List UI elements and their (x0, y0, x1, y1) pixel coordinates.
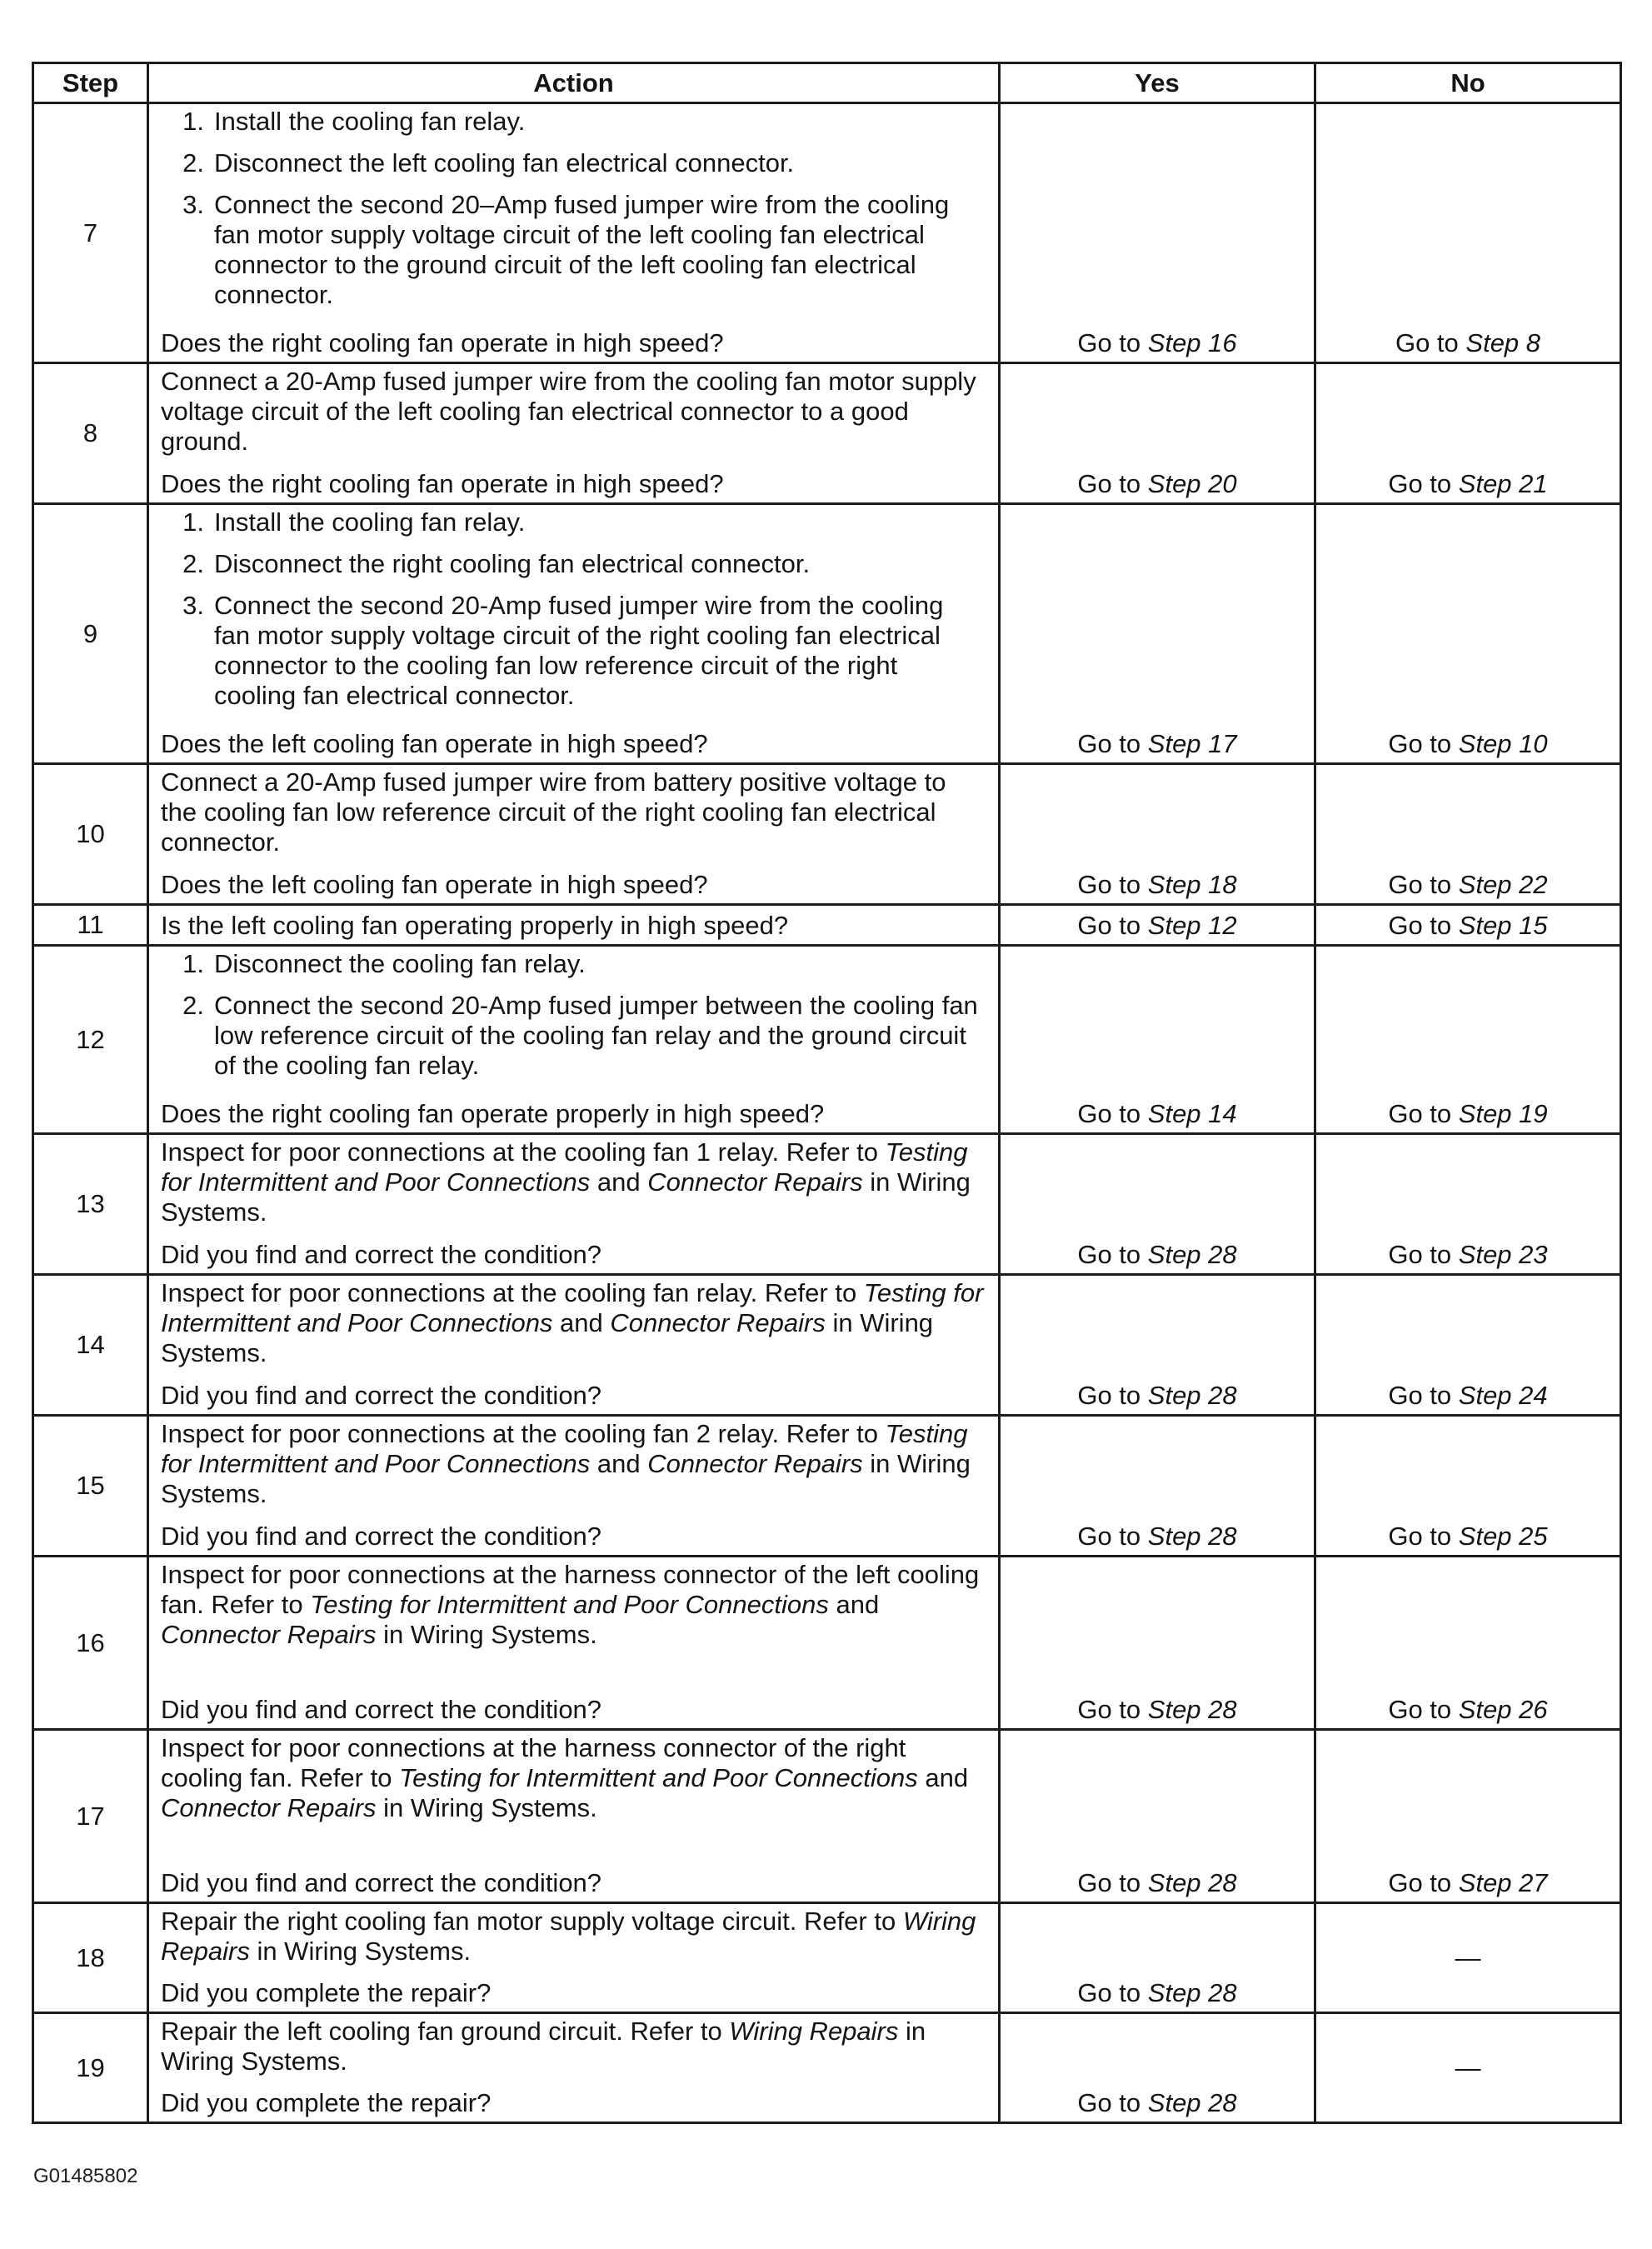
yes-cell (1000, 1134, 1315, 1275)
instruction-text: Install the cooling fan relay. (214, 107, 526, 136)
step-reference: Step 22 (1458, 870, 1548, 899)
step-reference: Step 18 (1147, 870, 1237, 899)
action-cell (148, 1275, 1000, 1416)
no-cell (1315, 1557, 1621, 1730)
instruction-item (161, 107, 986, 137)
action-content (149, 1417, 998, 1555)
action-cell (148, 363, 1000, 504)
instruction-number: 1. (182, 949, 204, 978)
step-reference: Step 12 (1147, 911, 1237, 940)
instruction-number: 2. (182, 148, 204, 177)
text-segment: Inspect for poor connections at the harness connector of the right cooling fan. Refer to (161, 1733, 906, 1792)
go-to-label: Go to (1077, 469, 1141, 498)
instruction-text (161, 1560, 986, 1650)
step-number: 12 (33, 946, 148, 1134)
step-number: 9 (33, 504, 148, 764)
action-content (149, 1904, 998, 2012)
go-to-label: Go to (1388, 1695, 1452, 1724)
instruction-list (161, 507, 986, 711)
instruction-text (161, 1733, 986, 1823)
go-to-label: Go to (1388, 1381, 1452, 1410)
action-instructions (161, 1907, 986, 1967)
table-row (33, 905, 1621, 946)
action-instructions (161, 1733, 986, 1823)
instruction-number: 2. (182, 991, 204, 1020)
step-reference: Step 28 (1147, 1381, 1237, 1410)
table-row (33, 764, 1621, 905)
instruction-text (161, 2017, 986, 2077)
instruction-text (161, 1278, 986, 1368)
instruction-item (161, 549, 986, 579)
action-cell (148, 905, 1000, 946)
yes-cell (1000, 1903, 1315, 2013)
action-content (149, 1557, 998, 1728)
instruction-text (161, 1419, 986, 1509)
table-row (33, 103, 1621, 363)
action-content (149, 1731, 998, 1902)
action-instructions (161, 1419, 986, 1509)
yes-cell (1000, 363, 1315, 504)
reference-link-text: Connector Repairs (161, 1620, 377, 1649)
step-reference: Step 19 (1458, 1099, 1548, 1128)
instruction-number: 1. (182, 107, 204, 136)
action-cell (148, 1903, 1000, 2013)
go-to-label: Go to (1077, 1240, 1141, 1269)
action-content (149, 906, 998, 944)
text-segment: in Wiring Systems. (161, 1167, 971, 1227)
reference-link-text: Testing for Intermittent and Poor Connections (399, 1763, 918, 1792)
step-reference: Step 8 (1465, 328, 1541, 357)
go-to-label: Go to (1077, 2088, 1141, 2117)
header-no: No (1315, 63, 1621, 103)
go-to-label: Go to (1077, 1522, 1141, 1551)
no-cell (1315, 1134, 1621, 1275)
text-segment: in Wiring Systems. (249, 1937, 472, 1966)
text-segment: Inspect for poor connections at the cooling fan relay. Refer to (161, 1278, 864, 1307)
instruction-number: 3. (182, 591, 204, 620)
yes-cell (1000, 103, 1315, 363)
text-segment: Inspect for poor connections at the cooling fan 1 relay. Refer to (161, 1137, 886, 1167)
no-cell (1315, 1903, 1621, 2013)
instruction-list (161, 107, 986, 310)
not-applicable-dash: — (1455, 1942, 1481, 1972)
instruction-text (161, 1907, 986, 1967)
yes-cell (1000, 2013, 1315, 2123)
table-row (33, 1903, 1621, 2013)
go-to-label: Go to (1077, 1381, 1141, 1410)
table-row (33, 1730, 1621, 1903)
header-row (33, 63, 1621, 103)
go-to-label: Go to (1077, 911, 1141, 940)
go-to-label: Go to (1388, 870, 1452, 899)
no-cell (1315, 905, 1621, 946)
instruction-text (161, 1137, 986, 1227)
step-number: 18 (33, 1903, 148, 2013)
no-cell (1315, 103, 1621, 363)
instruction-item (161, 190, 986, 310)
action-cell (148, 2013, 1000, 2123)
instruction-item (161, 991, 986, 1081)
step-reference: Step 25 (1458, 1522, 1548, 1551)
go-to-label: Go to (1077, 1868, 1141, 1897)
go-to-label: Go to (1388, 1868, 1452, 1897)
table-body (33, 103, 1621, 2123)
step-reference: Step 27 (1458, 1868, 1548, 1897)
question-text: Is the left cooling fan operating properly in high speed? (161, 911, 789, 940)
reference-link-text: Testing for Intermittent and Poor Connections (161, 1419, 968, 1478)
instruction-list (161, 949, 986, 1081)
step-reference: Step 17 (1147, 729, 1237, 758)
step-number: 8 (33, 363, 148, 504)
instruction-text: Connect a 20-Amp fused jumper wire from battery positive voltage to the cooling fan low reference circuit of the right cooling fan electrical connector. (161, 767, 946, 857)
step-reference: Step 21 (1458, 469, 1548, 498)
yes-cell (1000, 1416, 1315, 1557)
question-text: Did you find and correct the condition? (161, 1868, 602, 1897)
action-content (149, 2014, 998, 2122)
question-text: Does the right cooling fan operate in high speed? (161, 469, 724, 498)
step-number: 11 (33, 905, 148, 946)
action-instructions (161, 107, 986, 322)
action-cell (148, 946, 1000, 1134)
action-cell (148, 1557, 1000, 1730)
step-number: 13 (33, 1134, 148, 1275)
yes-cell (1000, 946, 1315, 1134)
action-instructions (161, 2017, 986, 2077)
step-reference: Step 28 (1147, 1978, 1237, 2007)
action-content (149, 505, 998, 762)
go-to-label: Go to (1077, 729, 1141, 758)
go-to-label: Go to (1388, 469, 1452, 498)
action-instructions (161, 507, 986, 722)
no-cell (1315, 504, 1621, 764)
instruction-item (161, 148, 986, 178)
text-segment: and (828, 1590, 880, 1619)
action-cell (148, 1416, 1000, 1557)
instruction-item (161, 949, 986, 979)
instruction-text: Disconnect the right cooling fan electrical connector. (214, 549, 811, 578)
table-row (33, 946, 1621, 1134)
go-to-label: Go to (1077, 1978, 1141, 2007)
go-to-label: Go to (1395, 328, 1459, 357)
yes-cell (1000, 764, 1315, 905)
instruction-text: Install the cooling fan relay. (214, 507, 526, 537)
instruction-text: Connect the second 20–Amp fused jumper wire from the cooling fan motor supply voltage circuit of the left cooling fan electrical connector to the ground circuit of the left cooling fan electrical connector. (214, 190, 950, 309)
no-cell (1315, 1416, 1621, 1557)
go-to-label: Go to (1388, 911, 1452, 940)
text-segment: in Wiring Systems. (161, 1308, 934, 1367)
action-instructions (161, 949, 986, 1092)
action-instructions (161, 367, 986, 457)
reference-link-text: Connector Repairs (610, 1308, 826, 1337)
header-action: Action (148, 63, 1000, 103)
text-segment: and (590, 1449, 648, 1478)
table-row (33, 1134, 1621, 1275)
reference-link-text: Wiring Repairs (161, 1907, 976, 1966)
table-row (33, 1416, 1621, 1557)
question-text: Did you find and correct the condition? (161, 1381, 602, 1410)
table-row (33, 1275, 1621, 1416)
step-reference: Step 14 (1147, 1099, 1237, 1128)
go-to-label: Go to (1388, 729, 1452, 758)
table-row (33, 363, 1621, 504)
no-cell (1315, 2013, 1621, 2123)
yes-cell (1000, 1275, 1315, 1416)
reference-link-text: Testing for Intermittent and Poor Connections (161, 1137, 968, 1197)
step-number: 15 (33, 1416, 148, 1557)
reference-link-text: Testing for Intermittent and Poor Connections (310, 1590, 829, 1619)
no-cell (1315, 764, 1621, 905)
step-reference: Step 28 (1147, 1868, 1237, 1897)
question-text: Does the right cooling fan operate in high speed? (161, 328, 724, 357)
action-instructions (161, 1137, 986, 1227)
action-instructions (161, 1560, 986, 1650)
instruction-text: Disconnect the cooling fan relay. (214, 949, 586, 978)
action-instructions (161, 767, 986, 857)
go-to-label: Go to (1077, 870, 1141, 899)
text-segment: in Wiring Systems. (376, 1620, 597, 1649)
no-cell (1315, 1730, 1621, 1903)
action-content (149, 1276, 998, 1414)
yes-cell (1000, 1730, 1315, 1903)
table-row (33, 2013, 1621, 2123)
go-to-label: Go to (1388, 1099, 1452, 1128)
action-cell (148, 764, 1000, 905)
text-segment: in Wiring Systems. (161, 1449, 971, 1508)
go-to-label: Go to (1077, 1695, 1141, 1724)
go-to-label: Go to (1077, 328, 1141, 357)
header-step: Step (33, 63, 148, 103)
action-cell (148, 103, 1000, 363)
step-reference: Step 23 (1458, 1240, 1548, 1269)
yes-cell (1000, 504, 1315, 764)
step-number: 10 (33, 764, 148, 905)
question-text: Did you complete the repair? (161, 1978, 492, 2007)
instruction-text: Connect the second 20-Amp fused jumper wire from the cooling fan motor supply voltage circuit of the right cooling fan electrical connector to the cooling fan low reference circuit of the right cooling fan electrical connector. (214, 591, 944, 710)
step-reference: Step 15 (1458, 911, 1548, 940)
question-text: Does the right cooling fan operate properly in high speed? (161, 1099, 825, 1128)
question-text: Did you complete the repair? (161, 2088, 492, 2117)
step-reference: Step 26 (1458, 1695, 1548, 1724)
step-number: 7 (33, 103, 148, 363)
action-cell (148, 1134, 1000, 1275)
instruction-number: 1. (182, 507, 204, 537)
text-segment: Inspect for poor connections at the cooling fan 2 relay. Refer to (161, 1419, 886, 1448)
action-content (149, 1135, 998, 1273)
step-reference: Step 24 (1458, 1381, 1548, 1410)
step-number: 14 (33, 1275, 148, 1416)
action-content (149, 364, 998, 502)
text-segment: Inspect for poor connections at the harness connector of the left cooling fan. Refer to (161, 1560, 980, 1619)
text-segment: in Wiring Systems. (161, 2017, 926, 2076)
text-segment: Repair the left cooling fan ground circuit. Refer to (161, 2017, 730, 2046)
no-cell (1315, 1275, 1621, 1416)
text-segment: in Wiring Systems. (376, 1793, 597, 1822)
instruction-number: 2. (182, 549, 204, 578)
figure-id: G01485802 (33, 2165, 138, 2187)
action-cell (148, 1730, 1000, 1903)
step-number: 17 (33, 1730, 148, 1903)
text-segment: and (552, 1308, 611, 1337)
question-text: Does the left cooling fan operate in high speed? (161, 729, 708, 758)
instruction-text: Disconnect the left cooling fan electrical connector. (214, 148, 795, 177)
action-content (149, 104, 998, 362)
step-reference: Step 28 (1147, 2088, 1237, 2117)
step-number: 19 (33, 2013, 148, 2123)
no-cell (1315, 363, 1621, 504)
instruction-item (161, 591, 986, 711)
action-content (149, 947, 998, 1132)
step-reference: Step 20 (1147, 469, 1237, 498)
reference-link-text: Connector Repairs (161, 1793, 377, 1822)
go-to-label: Go to (1077, 1099, 1141, 1128)
reference-link-text: Testing for Intermittent and Poor Connections (161, 1278, 984, 1337)
action-cell (148, 504, 1000, 764)
instruction-text: Connect the second 20-Amp fused jumper between the cooling fan low reference circuit of the cooling fan relay and the ground circuit of the cooling fan relay. (214, 991, 978, 1080)
go-to-label: Go to (1388, 1522, 1452, 1551)
step-reference: Step 16 (1147, 328, 1237, 357)
action-content (149, 765, 998, 903)
step-reference: Step 10 (1458, 729, 1548, 758)
question-text: Did you find and correct the condition? (161, 1695, 602, 1724)
instruction-number: 3. (182, 190, 204, 219)
reference-link-text: Connector Repairs (647, 1167, 863, 1197)
text-segment: and (917, 1763, 969, 1792)
yes-cell (1000, 905, 1315, 946)
table-row (33, 1557, 1621, 1730)
no-cell (1315, 946, 1621, 1134)
action-instructions (161, 1278, 986, 1368)
not-applicable-dash: — (1455, 2052, 1481, 2082)
step-reference: Step 28 (1147, 1522, 1237, 1551)
instruction-item (161, 507, 986, 537)
step-reference: Step 28 (1147, 1695, 1237, 1724)
question-text: Did you find and correct the condition? (161, 1522, 602, 1551)
step-number: 16 (33, 1557, 148, 1730)
table-row (33, 504, 1621, 764)
question-text: Did you find and correct the condition? (161, 1240, 602, 1269)
text-segment: Repair the right cooling fan motor supply voltage circuit. Refer to (161, 1907, 903, 1936)
go-to-label: Go to (1388, 1240, 1452, 1269)
diagnostic-table (32, 62, 1622, 2124)
question-text: Does the left cooling fan operate in high speed? (161, 870, 708, 899)
step-reference: Step 28 (1147, 1240, 1237, 1269)
reference-link-text: Connector Repairs (647, 1449, 863, 1478)
reference-link-text: Wiring Repairs (729, 2017, 899, 2046)
header-yes: Yes (1000, 63, 1315, 103)
yes-cell (1000, 1557, 1315, 1730)
text-segment: and (590, 1167, 648, 1197)
instruction-text: Connect a 20-Amp fused jumper wire from the cooling fan motor supply voltage circuit of the left cooling fan electrical connector to a good ground. (161, 367, 976, 456)
